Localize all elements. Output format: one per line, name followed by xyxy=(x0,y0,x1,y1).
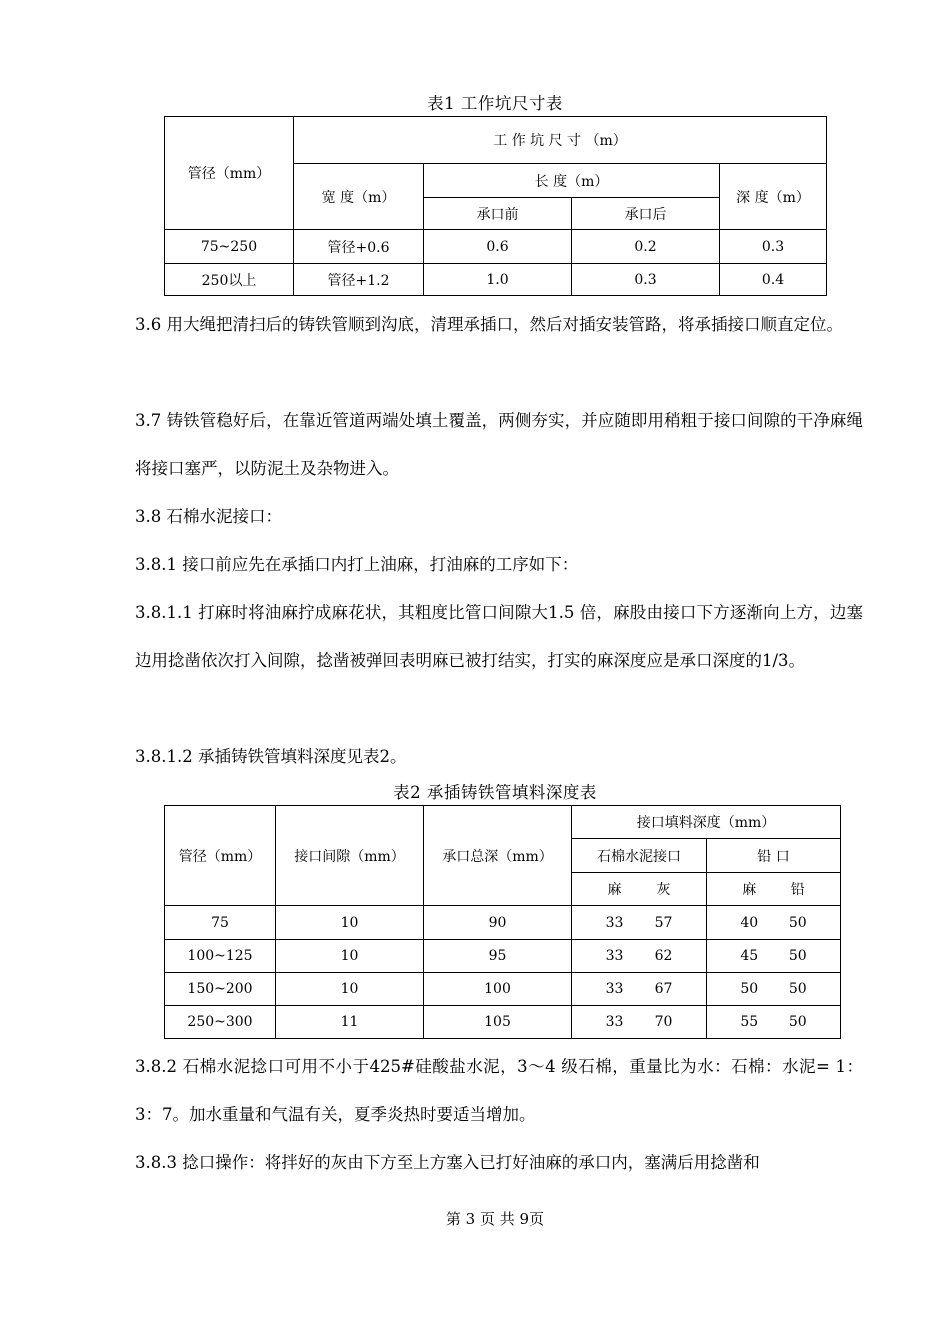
table-cell: 管径+1.2 xyxy=(294,264,424,296)
table-cell: 33 xyxy=(605,981,624,997)
paragraph-3-8-1: 3.8.1 接口前应先在承插口内打上油麻，打油麻的工序如下： xyxy=(135,555,579,574)
t1-header-width: 宽 度（m） xyxy=(294,164,424,230)
table-cell: 33 xyxy=(605,948,624,964)
table-cell: 40 xyxy=(740,914,759,931)
table-cell: 50 xyxy=(788,948,807,964)
table-cell: 105 xyxy=(424,1006,572,1039)
t2-sub-asbestos: 石棉水泥接口 xyxy=(572,839,707,873)
table-cell: 55 xyxy=(740,1014,759,1030)
table-cell: 33 xyxy=(605,914,624,931)
t2-h-hui: 灰 xyxy=(656,882,671,898)
table-cell: 10 xyxy=(276,973,424,1006)
t1-sub-after: 承口后 xyxy=(572,198,720,230)
table2-caption: 表2 承插铸铁管填料深度表 xyxy=(393,783,597,802)
table-cell: 11 xyxy=(276,1006,424,1039)
t2-header-total: 承口总深（mm） xyxy=(424,806,572,906)
table-cell: 10 xyxy=(276,906,424,940)
table-cell: 100 xyxy=(424,973,572,1006)
table-row xyxy=(165,1006,841,1039)
paragraph-3-8: 3.8 石棉水泥接口： xyxy=(135,507,282,526)
table-cell: 250以上 xyxy=(165,264,294,296)
table-cell: 45 xyxy=(740,948,759,964)
paragraph-3-8-3: 3.8.3 捻口操作：将拌好的灰由下方至上方塞入已打好油麻的承口内，塞满后用捻凿和 xyxy=(135,1153,760,1172)
paragraph-3-8-2: 3.8.2 石棉水泥捻口可用不小于425#硅酸盐水泥，3～4 级石棉，重量比为水：石棉：水泥= 1：3：7。加水重量和气温有关，夏季炎热时要适当增加。 xyxy=(135,1057,863,1124)
table-row xyxy=(165,973,841,1006)
table-row xyxy=(165,230,827,264)
t2-sub-lead: 铅 口 xyxy=(707,839,841,873)
table-cell: 62 xyxy=(654,948,673,964)
table-cell: 管径+0.6 xyxy=(294,230,424,264)
paragraph-3-8-1-1: 3.8.1.1 打麻时将油麻拧成麻花状，其粗度比管口间隙大1.5 倍，麻股由接口下方逐渐向上方，边塞边用捻凿依次打入间隙，捻凿被弹回表明麻已被打结实，打实的麻深度应是承口深度的1/3。 xyxy=(135,603,863,670)
table-cell: 0.4 xyxy=(720,264,827,296)
table-cell: 50 xyxy=(788,981,807,997)
table-cell: 0.6 xyxy=(424,230,572,264)
table-cell: 250~300 xyxy=(165,1006,276,1039)
table-cell: 150~200 xyxy=(165,973,276,1006)
table-cell: 0.3 xyxy=(572,264,720,296)
t2-h-ma: 麻 xyxy=(607,882,622,898)
t1-sub-before: 承口前 xyxy=(424,198,572,230)
t1-header-depth: 深 度（m） xyxy=(720,164,827,230)
table-row xyxy=(165,264,827,296)
t1-header-main: 工 作 坑 尺 寸 （m） xyxy=(294,117,827,164)
table-row xyxy=(165,906,841,940)
table-cell: 0.2 xyxy=(572,230,720,264)
table1 xyxy=(164,116,827,296)
paragraph-3-7: 3.7 铸铁管稳好后，在靠近管道两端处填土覆盖，两侧夯实，并应随即用稍粗于接口间隙的干净麻绳将接口塞严，以防泥土及杂物进入。 xyxy=(135,411,863,478)
t2-h-ma: 麻 xyxy=(742,882,757,898)
table-cell: 57 xyxy=(654,914,673,931)
page-footer: 第 3 页 共 9页 xyxy=(445,1210,545,1228)
table1-caption: 表1 工作坑尺寸表 xyxy=(427,94,563,113)
table-cell: 100~125 xyxy=(165,940,276,973)
table-cell: 50 xyxy=(788,914,807,931)
table-cell: 1.0 xyxy=(424,264,572,296)
t2-h-qian: 铅 xyxy=(790,882,805,898)
t2-header-gap: 接口间隙（mm） xyxy=(276,806,424,906)
t2-header-fill: 接口填料深度（mm） xyxy=(572,806,841,839)
table2 xyxy=(164,805,841,1039)
table-cell: 70 xyxy=(654,1014,673,1030)
table-cell: 50 xyxy=(788,1014,807,1030)
paragraph-3-8-1-2: 3.8.1.2 承插铸铁管填料深度见表2。 xyxy=(135,747,407,766)
t1-header-pipe: 管径（mm） xyxy=(165,117,294,230)
table-cell: 90 xyxy=(424,906,572,940)
paragraph-3-6: 3.6 用大绳把清扫后的铸铁管顺到沟底，清理承插口，然后对插安装管路，将承插接口顺直定位。 xyxy=(135,315,843,334)
table-cell: 67 xyxy=(654,981,673,997)
table-row xyxy=(165,940,841,973)
table-cell: 33 xyxy=(605,1014,624,1030)
t1-header-length: 长 度（m） xyxy=(424,164,720,198)
table-cell: 50 xyxy=(740,981,759,997)
table-cell: 75~250 xyxy=(165,230,294,264)
table-cell: 10 xyxy=(276,940,424,973)
table-cell: 95 xyxy=(424,940,572,973)
table-cell: 0.3 xyxy=(720,230,827,264)
t2-header-pipe: 管径（mm） xyxy=(165,806,276,906)
table-cell: 75 xyxy=(165,906,276,940)
